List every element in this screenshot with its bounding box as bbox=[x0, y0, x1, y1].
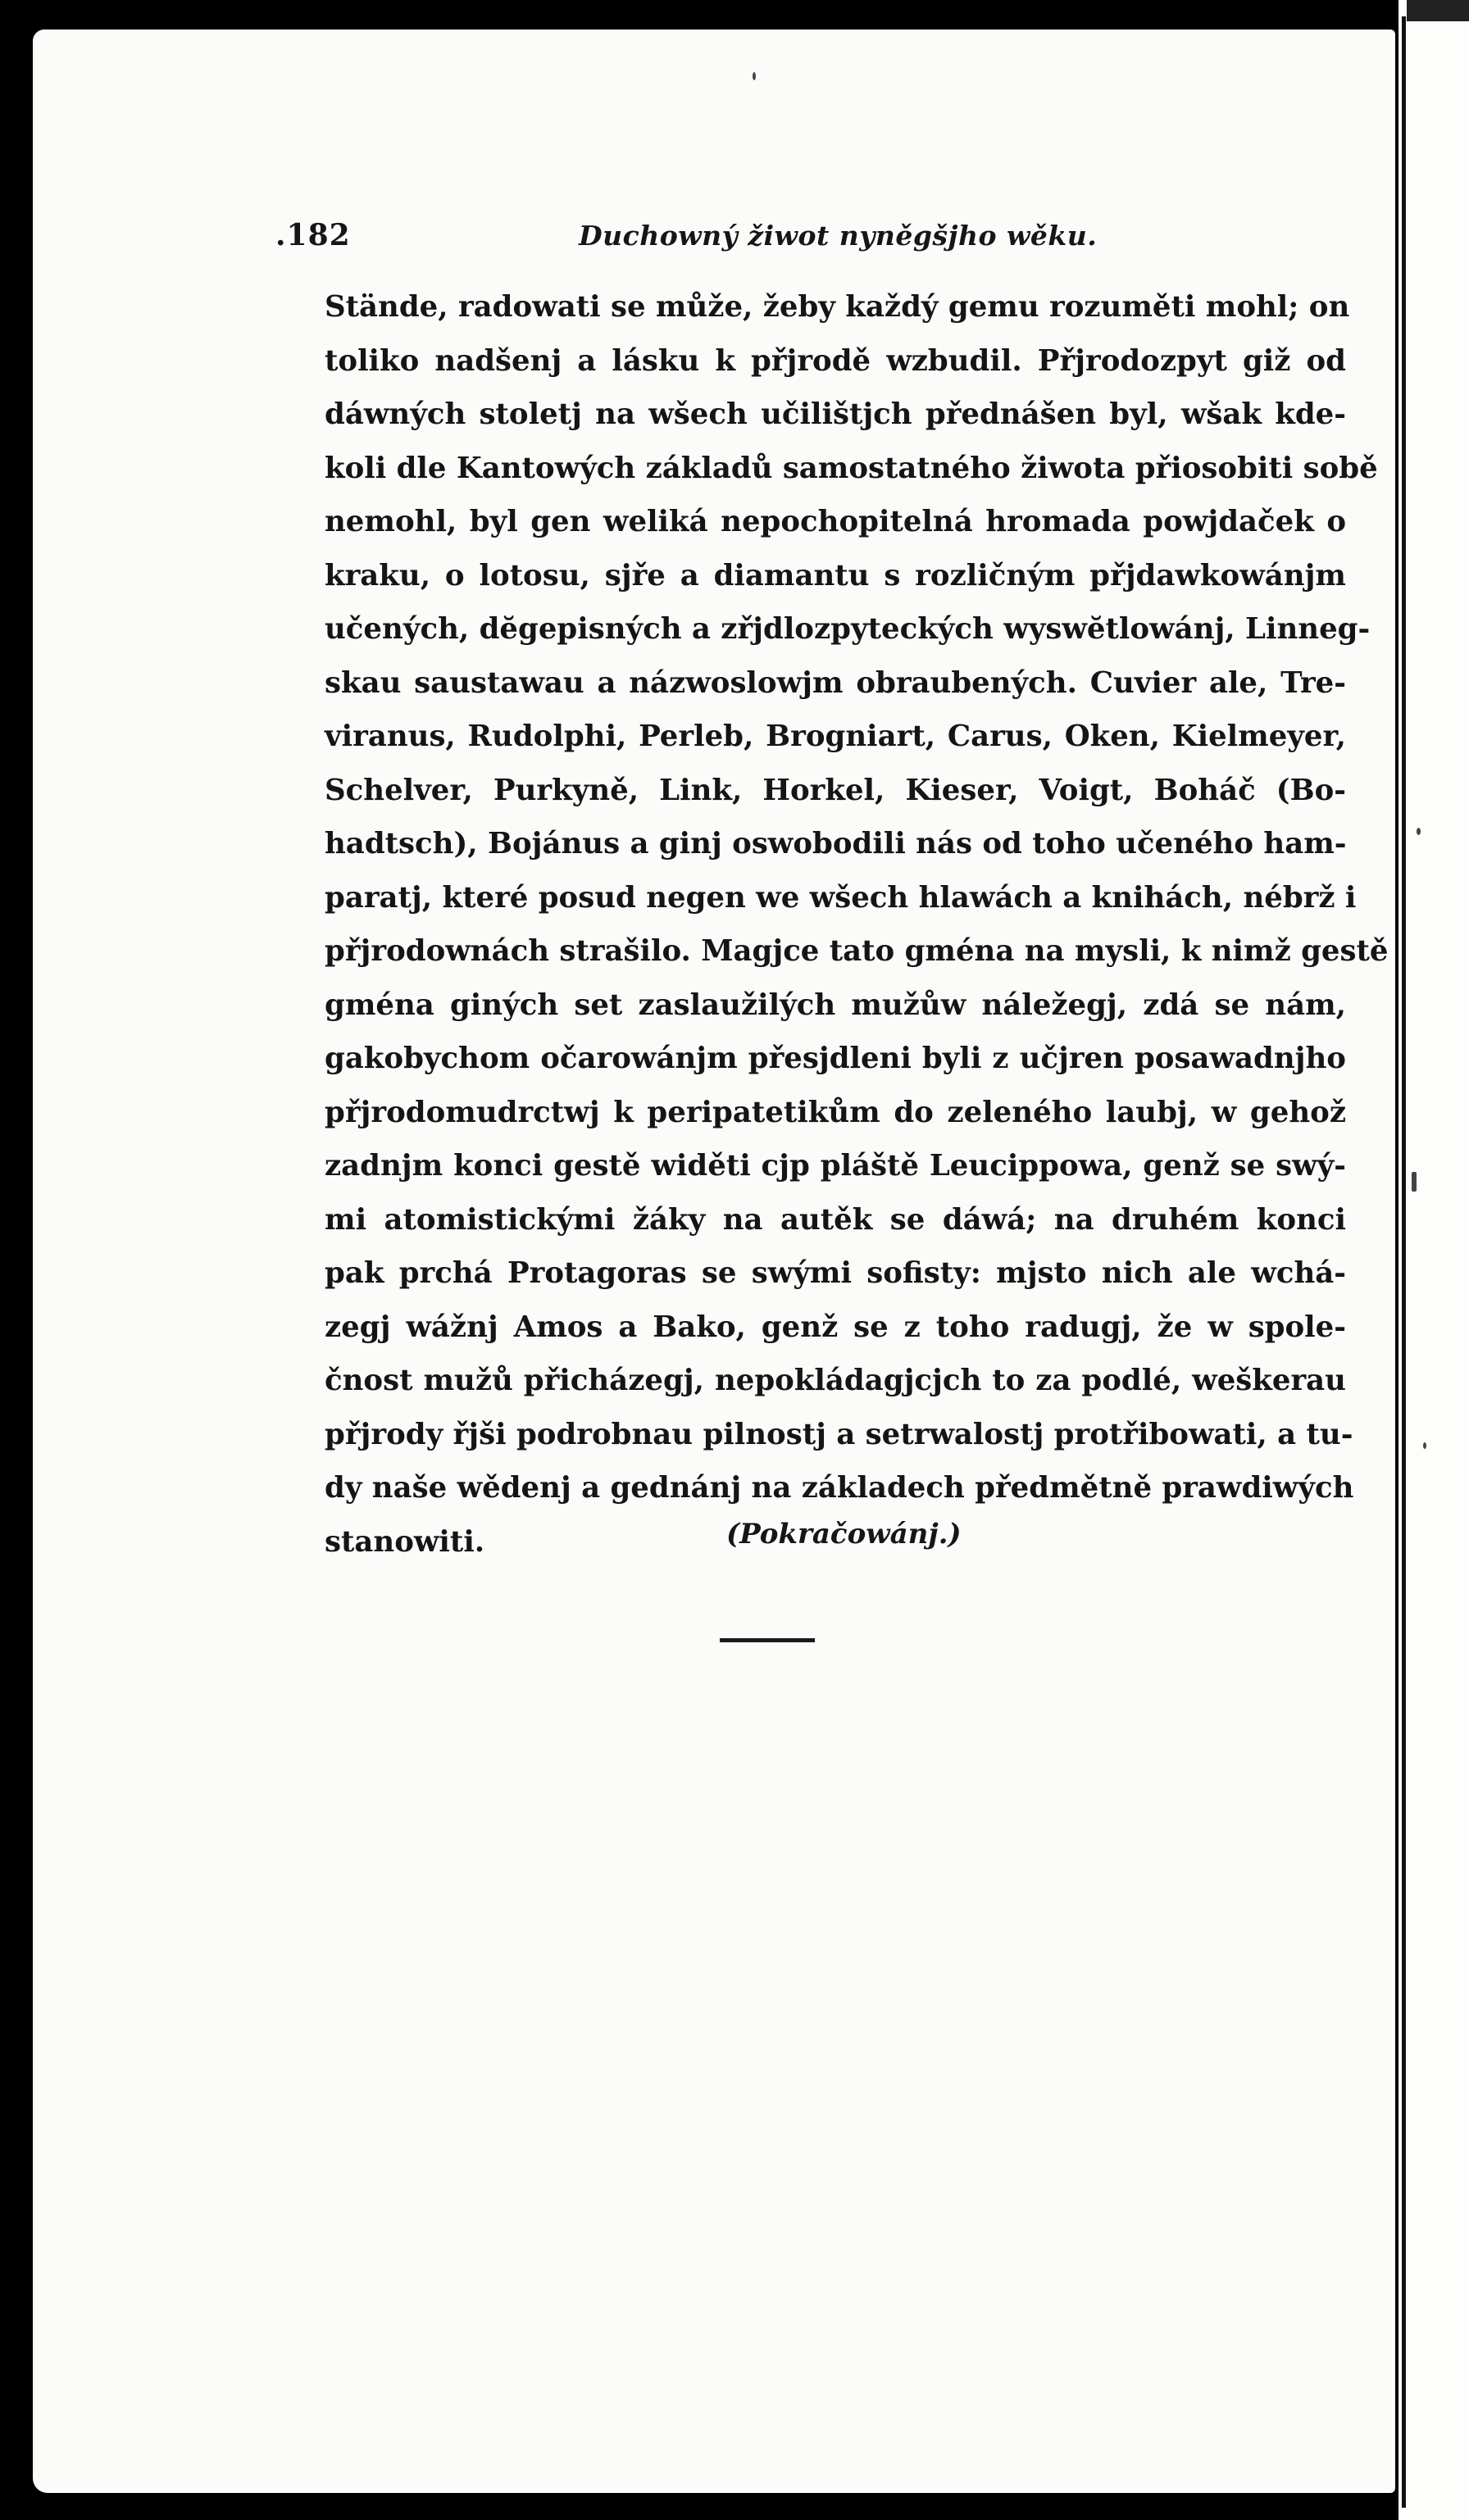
text-line: koli dle Kantowých základů samostatného žiwota přiosobiti sobě bbox=[325, 451, 1378, 485]
text-line: pak prchá Protagoras se swými sofisty: mjsto nich ale wchá- bbox=[325, 1256, 1346, 1290]
text-line: čnost mužů přicházegj, nepokládagjcjch to za podlé, weškerau bbox=[325, 1364, 1346, 1397]
text-line: Schelver, Purkyně, Link, Horkel, Kieser, Voigt, Boháč (Bo- bbox=[325, 773, 1346, 807]
text-line: učených, dĕgepisných a zřjdlozpyteckých wyswĕtlowánj, Linneg- bbox=[325, 612, 1371, 646]
text-line: paratj, které posud negen we wšech hlawách a knihách, nébrž i bbox=[325, 880, 1357, 915]
text-line: hadtsch), Bojánus a ginj oswobodili nás od toho učeného ham- bbox=[325, 827, 1347, 860]
text-line: dáwných stoletj na wšech učilištjch přednášen byl, wšak kde- bbox=[325, 397, 1346, 431]
text-line: dy naše wědenj a gednánj na základech předmětně prawdiwých bbox=[325, 1471, 1354, 1505]
scan-corner-mark bbox=[1407, 0, 1469, 21]
scan-speck bbox=[1412, 1172, 1417, 1192]
text-line: Stände, radowati se může, žeby každý gemu rozuměti mohl; on bbox=[325, 290, 1350, 324]
text-line: gakobychom očarowánjm přesjdleni byli z učjren posawadnjho bbox=[325, 1042, 1346, 1075]
page-edge-line bbox=[1402, 16, 1406, 2508]
text-line: skau saustawau a názwoslowjm obraubených. Cuvier ale, Tre- bbox=[325, 665, 1346, 700]
page-number: .182 bbox=[275, 218, 351, 252]
text-line: mi atomistickými žáky na autěk se dáwá; na druhém konci bbox=[325, 1202, 1346, 1237]
text-line-last: stanowiti. bbox=[325, 1524, 485, 1559]
text-line: nemohl, byl gen weliká nepochopitelná hromada powjdaček o bbox=[325, 505, 1346, 538]
scan-speck bbox=[1417, 828, 1421, 835]
section-rule bbox=[720, 1638, 815, 1642]
page-header bbox=[275, 210, 1358, 259]
body-text bbox=[325, 280, 1389, 1569]
continued-note: (Pokračowánj.) bbox=[726, 1518, 962, 1551]
text-line: zegj wážnj Amos a Bako, genž se z toho radugj, že w spole- bbox=[325, 1310, 1346, 1344]
scan-speck bbox=[753, 72, 756, 80]
text-line: toliko nadšenj a lásku k přjrodě wzbudil. Přjrodozpyt giž od bbox=[325, 343, 1346, 378]
text-line: přjrody řjši podrobnau pilnostj a setrwalostj protřibowati, a tu- bbox=[325, 1417, 1353, 1451]
text-line: gména giných set zaslaužilých mužůw náležegj, zdá se nám, bbox=[325, 988, 1346, 1022]
text-line: kraku, o lotosu, sjře a diamantu s rozličným přjdawkowánjm bbox=[325, 558, 1346, 593]
scan-speck bbox=[1423, 1442, 1426, 1449]
adjacent-page-edge bbox=[1399, 0, 1469, 2520]
text-line: zadnjm konci gestě widěti cjp pláště Leucippowa, genž se swý- bbox=[325, 1149, 1346, 1183]
text-line: viranus, Rudolphi, Perleb, Brogniart, Carus, Oken, Kielmeyer, bbox=[325, 720, 1346, 753]
text-line: přjrodomudrctwj k peripatetikům do zeleného laubj, w gehož bbox=[325, 1095, 1346, 1129]
text-line: přjrodownách strašilo. Magjce tato gména na mysli, k nimž gestě bbox=[325, 934, 1389, 968]
running-title: Duchowný žiwot nyněgšjho wěku. bbox=[579, 220, 1098, 252]
